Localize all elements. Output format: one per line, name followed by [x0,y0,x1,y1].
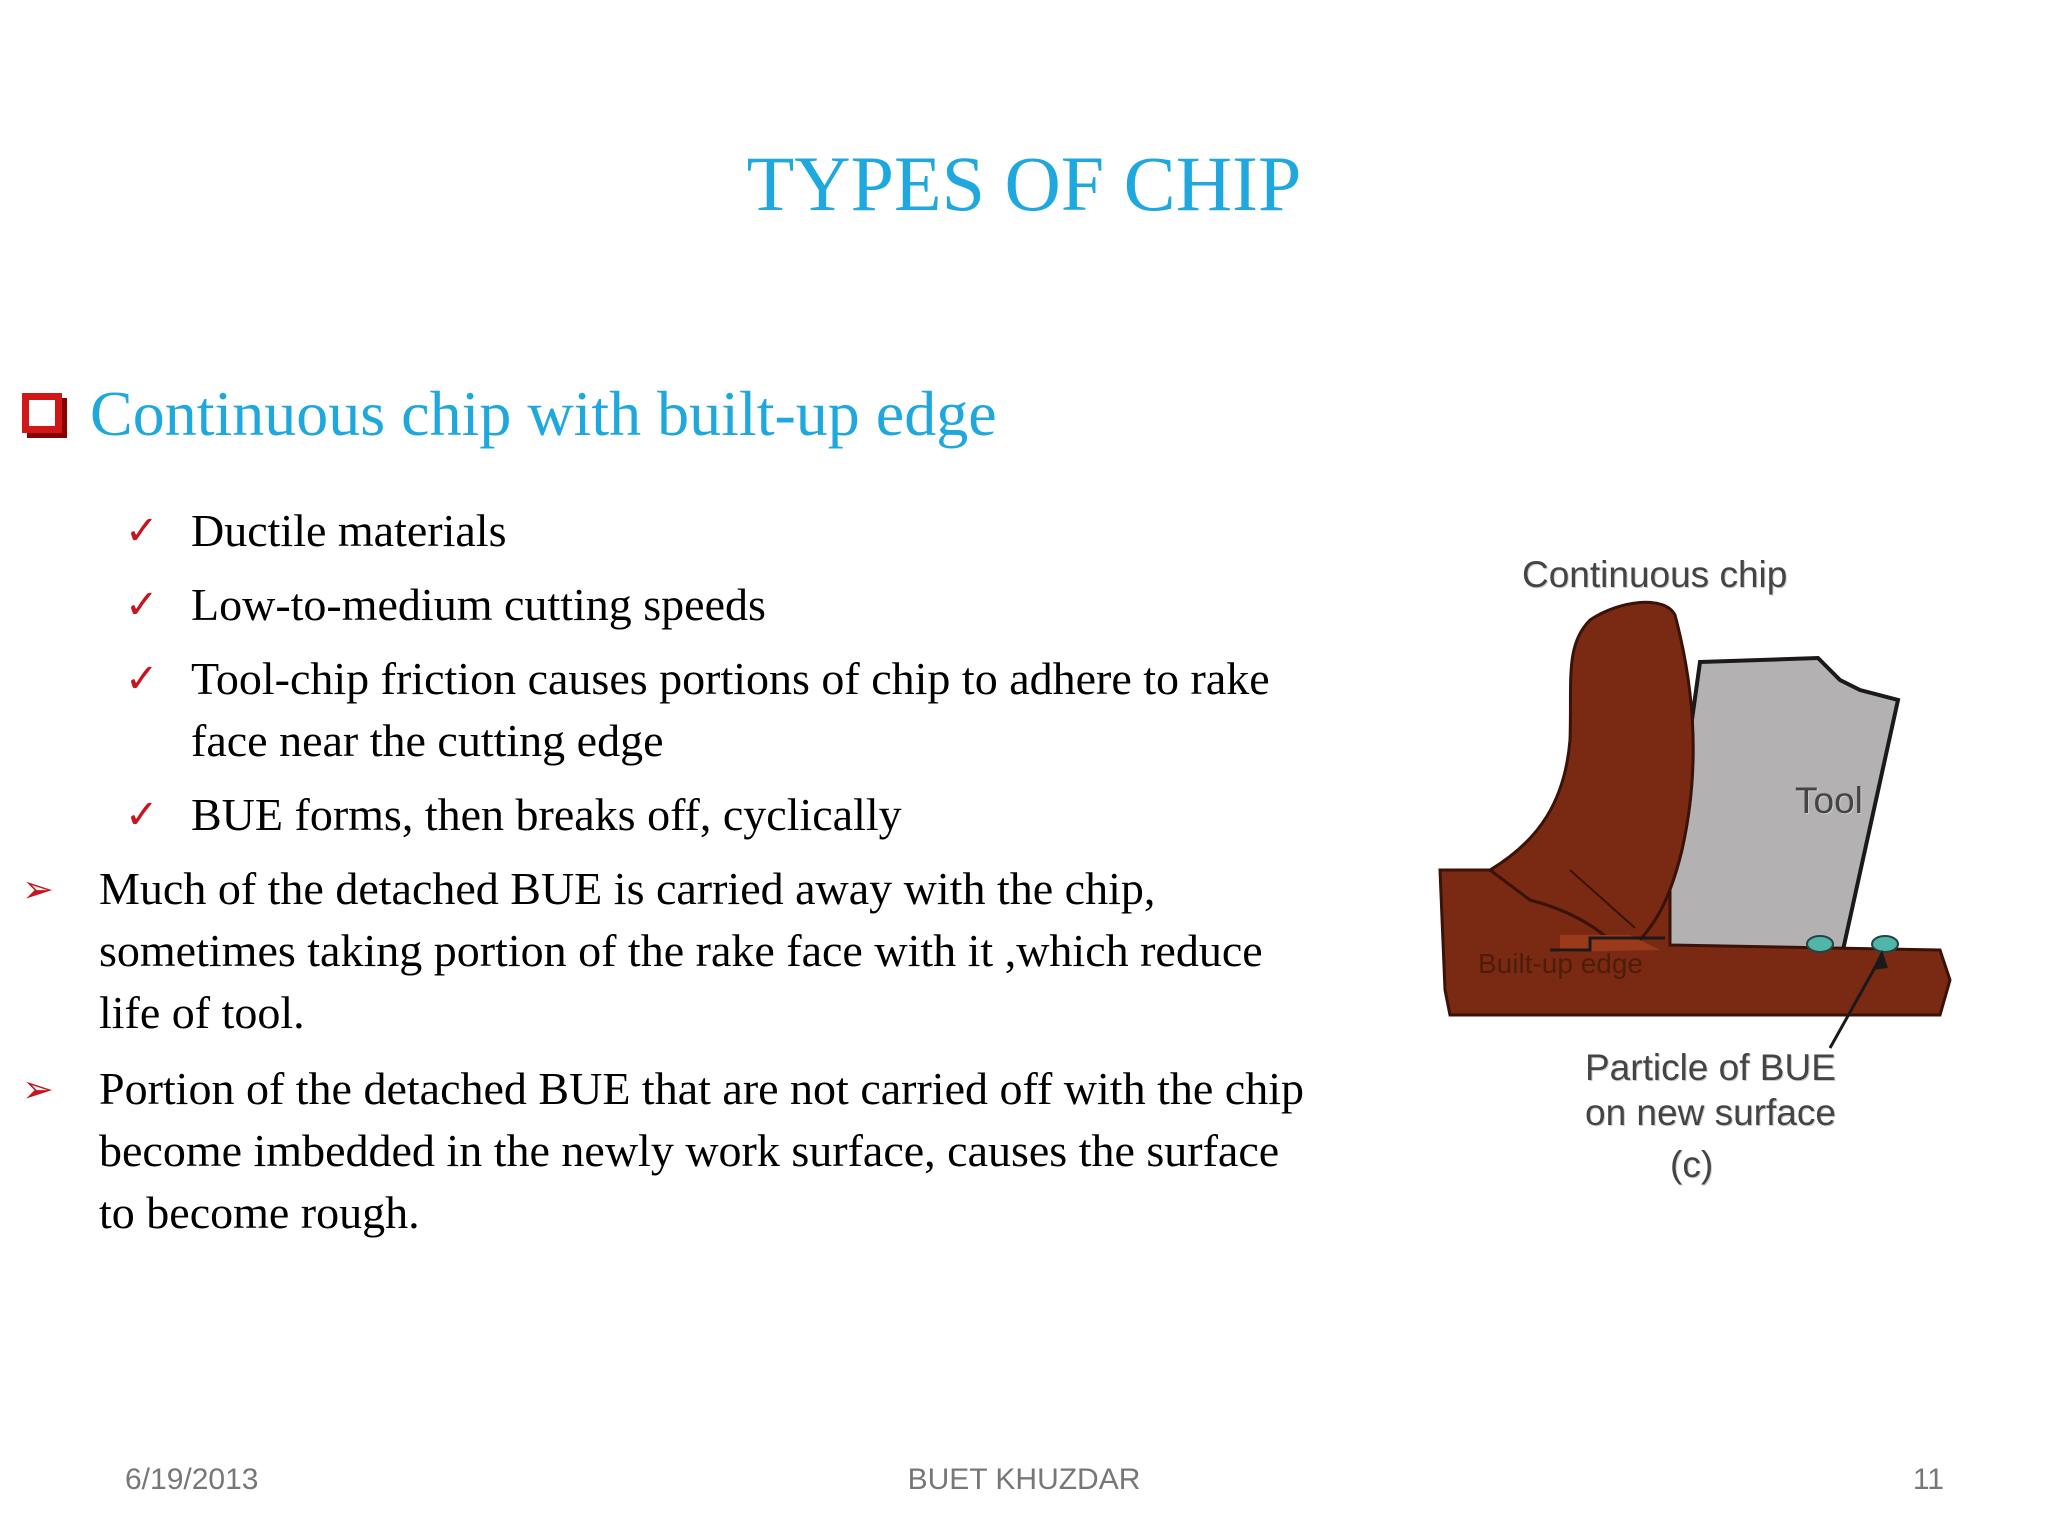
bue-particle [1807,936,1833,952]
label-tool: Tool [1795,780,1863,821]
list-item-text: Tool-chip friction causes portions of chip to adhere to rake face near the cutting edge [191,653,1270,766]
arrowhead-bullet-icon: ➢ [22,867,54,911]
list-item-text: Low-to-medium cutting speeds [191,579,766,630]
section-heading-text: Continuous chip with built-up edge [90,378,997,449]
list-item-text: Ductile materials [191,505,507,556]
list-item-text: Portion of the detached BUE that are not carried off with the chip become imbedded in the newly work surface, causes the surface to become rough. [99,1063,1304,1238]
footer-page-number: 11 [1912,1463,1944,1496]
list-item [125,784,1325,846]
checkmark-icon: ✓ [125,792,159,838]
checkmark-icon: ✓ [125,582,159,628]
chip-formation-figure [1420,540,2000,1200]
list-item [125,648,1325,772]
check-list [125,500,1325,858]
label-caption: (c) [1670,1144,1714,1185]
checkmark-icon: ✓ [125,656,159,702]
list-item [125,500,1325,562]
section-heading [22,378,997,449]
checkbox-bullet-icon [22,393,62,433]
arrowhead-bullet-icon: ➢ [22,1067,54,1111]
checkmark-icon: ✓ [125,508,159,554]
list-item [22,1058,1322,1244]
list-item-text: BUE forms, then breaks off, cyclically [191,789,902,840]
arrow-list [22,858,1322,1258]
footer-center: BUET KHUZDAR [907,1463,1141,1496]
label-particle-line2: on new surface [1585,1092,1836,1133]
bue-particle [1872,936,1898,952]
label-continuous-chip: Continuous chip [1522,554,1788,595]
list-item-text: Much of the detached BUE is carried away with the chip, sometimes taking portion of the rake face with it ,which reduce life of tool. [99,863,1263,1038]
list-item [125,574,1325,636]
list-item [22,858,1322,1044]
label-particle-line1: Particle of BUE [1585,1047,1836,1088]
footer-date: 6/19/2013 [125,1463,259,1496]
label-built-up-edge: Built-up edge [1478,948,1644,979]
continuous-chip-shape [1490,602,1693,945]
slide-title: TYPES OF CHIP [746,140,1302,227]
